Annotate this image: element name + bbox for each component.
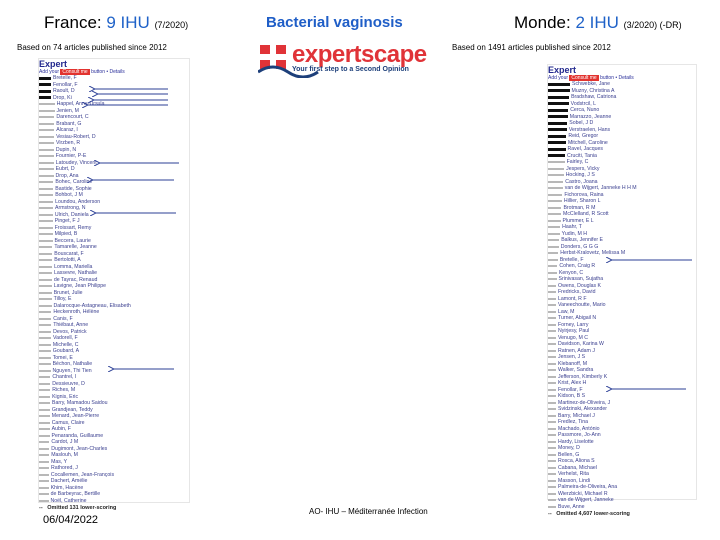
expert-name[interactable]: Bretelle, F	[559, 256, 584, 263]
expert-name[interactable]: Davidson, Karina W	[558, 341, 604, 348]
expert-name[interactable]: Wierzbicki, Michael R	[558, 490, 608, 497]
expert-name[interactable]: de Tayrac, Renaud	[53, 276, 98, 283]
expert-name[interactable]: Tilloy, E	[53, 296, 72, 303]
expert-name[interactable]: Nguyen, Thi Tien	[52, 367, 92, 374]
expert-name[interactable]: Khim, Hacène	[50, 484, 84, 491]
expert-name[interactable]: Owens, Douglas K	[558, 282, 602, 289]
expert-name[interactable]: Aubin, F	[51, 426, 71, 433]
expert-name[interactable]: Ravel, Jacques	[567, 146, 603, 153]
world-title: Monde: 2 IHU (3/2020) (-DR)	[514, 13, 682, 32]
world-based-on: Based on 1491 articles published since 2012	[452, 43, 611, 52]
expert-name[interactable]: Bertolotti, A	[54, 257, 81, 264]
expert-name[interactable]: Fournier, P-E	[55, 153, 87, 160]
expert-name[interactable]: Castro, Joana	[565, 178, 598, 185]
expert-name[interactable]: Happel, Anne-Ursula	[56, 101, 105, 108]
expert-name[interactable]: Béchon, Nathalie	[52, 361, 93, 368]
expert-name[interactable]: Penaranda, Guillaume	[51, 432, 104, 439]
footer-date: 06/04/2022	[43, 514, 99, 526]
expert-name[interactable]: Brunet, Julie	[53, 289, 83, 296]
omitted-note: -- Omitted 4,607 lower-scoring	[548, 511, 630, 517]
expert-name[interactable]: Yudin, M H	[561, 230, 588, 237]
expert-name[interactable]: Dachert, Amélie	[50, 478, 88, 485]
expert-name[interactable]: Grandjean, Teddy	[51, 406, 93, 413]
expert-name[interactable]: Raoult, D	[53, 88, 75, 95]
expert-name[interactable]: Lamont, R F	[558, 295, 587, 302]
expert-name[interactable]: Palmeira-de-Oliveira, Ana	[558, 484, 618, 491]
expert-name[interactable]: Money, D	[558, 445, 580, 452]
expert-name[interactable]: Buve, Anne	[558, 503, 585, 510]
consult-me-button[interactable]: Consult me	[571, 75, 597, 81]
expert-name[interactable]: Beccera, Laurie	[54, 237, 91, 244]
expert-name[interactable]: Heckenroth, Hélène	[53, 309, 100, 316]
expert-name[interactable]: Kignis, Eric	[52, 393, 79, 400]
expert-name[interactable]: Masson, Lindi	[558, 477, 591, 484]
expert-name[interactable]: Cabana, Michael	[558, 464, 597, 471]
expert-name[interactable]: Bellen, G	[558, 451, 580, 458]
expert-name[interactable]: Fichorova, Raina	[564, 191, 604, 198]
expert-name[interactable]: Drop, Ki	[53, 94, 72, 101]
expert-name[interactable]: Latoudey, Vincent	[55, 159, 97, 166]
expert-name[interactable]: Fairley, C	[566, 159, 589, 166]
france-title: France: 9 IHU (7/2020)	[44, 13, 189, 32]
expert-name[interactable]: Venugo, M C	[558, 334, 588, 341]
expert-name[interactable]: Verhelst, Rita	[558, 471, 589, 478]
expert-name[interactable]: Hocking, J S	[565, 172, 595, 179]
expert-name[interactable]: Barry, Mamadou Saidou	[52, 400, 108, 407]
expert-name[interactable]: Law, M	[558, 308, 575, 315]
expert-name[interactable]: Bastide, Sophie	[55, 185, 92, 192]
expert-name[interactable]: Dugimont, Jean-Charles	[51, 445, 108, 452]
expert-name[interactable]: Lassevre, Nathalie	[54, 270, 97, 277]
expert-name[interactable]: Fenollar, F	[53, 81, 78, 88]
expert-name[interactable]: Cardot, J M	[51, 439, 79, 446]
expert-name[interactable]: van de Wijgert, Janneke	[558, 497, 614, 504]
expert-name[interactable]: Mitchell, Caroline	[567, 139, 608, 146]
expert-name[interactable]: Goubard, A	[52, 348, 80, 355]
expert-name[interactable]: Hardy, Liselotte	[558, 438, 594, 445]
expert-name[interactable]: Forney, Larry	[558, 321, 589, 328]
expert-name[interactable]: Tamarelle, Jeanne	[54, 244, 97, 251]
panel-subtitle: Add your Consult me button • Details	[39, 69, 125, 75]
expert-name[interactable]: Donders, G G G	[560, 243, 599, 250]
expert-name[interactable]: Cohen, Craig R	[559, 263, 596, 270]
expert-name[interactable]: Riches, M	[52, 387, 76, 394]
expert-name[interactable]: Fredricks, David	[558, 289, 596, 296]
france-based-on: Based on 74 articles published since 2012	[17, 43, 167, 52]
expert-name[interactable]: Camus, Claire	[51, 419, 85, 426]
panel-subtitle: Add your Consult me button • Details	[548, 75, 634, 81]
expert-name[interactable]: Plummer, E L	[562, 217, 594, 224]
expert-name[interactable]: Kenyon, C	[558, 269, 584, 276]
expert-name[interactable]: Verstraelen, Hans	[568, 126, 611, 133]
expert-name[interactable]: Nyirjesy, Paul	[558, 328, 590, 335]
expert-name[interactable]: Virzben, R	[56, 140, 81, 147]
expert-name[interactable]: Ulrich, Daniela	[54, 211, 89, 218]
expert-name[interactable]: Vodstrcil, L	[570, 100, 597, 107]
expert-name[interactable]: Alcaraz, I	[56, 127, 78, 134]
expert-name[interactable]: Jefferson, Kimberly K	[558, 373, 608, 380]
panel-title: Expert	[548, 65, 577, 75]
expert-name[interactable]: Vaneechoutte, Mario	[558, 302, 606, 309]
expert-name[interactable]: Rathored, J	[51, 465, 78, 472]
expert-name[interactable]: Fredlez, Tina	[558, 419, 588, 426]
expert-name[interactable]: Darencourt, C	[56, 114, 89, 121]
expert-name[interactable]: Cocallemen, Jean-François	[50, 471, 115, 478]
expert-name[interactable]: Dessieuvre, D	[52, 380, 85, 387]
expert-name[interactable]: Cerca, Nuno	[570, 107, 600, 114]
consult-me-button[interactable]: Consult me	[62, 69, 88, 75]
expert-name[interactable]: Dalarocque-Astagneau, Elisabeth	[53, 302, 131, 309]
expert-name[interactable]: Lavigne, Jean Philippe	[53, 283, 106, 290]
logo-wordmark: expertscape	[292, 41, 427, 68]
expert-name[interactable]: Bohec, Caroline	[55, 179, 93, 186]
expert-name[interactable]: Eubrt, D	[55, 166, 75, 173]
expert-name[interactable]: Chantrel, I	[52, 374, 77, 381]
expert-name[interactable]: Armstrong, N	[55, 205, 86, 212]
expert-name[interactable]: Devos, Patrick	[53, 328, 87, 335]
expert-name[interactable]: Vadorell, F	[53, 335, 78, 342]
expert-name[interactable]: Loundou, Anderson	[55, 198, 101, 205]
omitted-note: -- Omitted 131 lower-scoring	[39, 505, 117, 511]
expert-name[interactable]: Haahr, T	[562, 224, 582, 231]
expert-name[interactable]: Brabant, G	[56, 120, 82, 127]
expert-name[interactable]: Passmore, Jo-Ann	[558, 432, 601, 439]
expert-name[interactable]: Thiébaut, Anne	[53, 322, 89, 329]
expert-name[interactable]: Menard, Jean-Pierre	[51, 413, 100, 420]
logo-tagline: Your first step to a Second Opinion	[292, 66, 409, 73]
expert-name[interactable]: Pinget, F J	[54, 218, 80, 225]
expert-name[interactable]: Turner, Abigail N	[558, 315, 597, 322]
expert-name[interactable]: Drop, Ana	[55, 172, 79, 179]
expert-name[interactable]: Canis, F	[53, 315, 73, 322]
expert-name[interactable]: Sobel, J D	[569, 120, 594, 127]
footer-center: AO- IHU – Méditerranée Infection	[309, 507, 428, 516]
expert-name[interactable]: Brotman, R M	[563, 204, 596, 211]
expert-name[interactable]: Milpied, B	[54, 231, 78, 238]
expert-name[interactable]: Bouscarat, F	[54, 250, 84, 257]
expert-name[interactable]: Bohbot, J M	[55, 192, 83, 199]
expert-name[interactable]: Jespers, Vicky	[566, 165, 600, 172]
expert-name[interactable]: Svidzinski, Alexander	[558, 406, 608, 413]
expert-name[interactable]: Martinez-de-Oliveira, J	[558, 399, 611, 406]
expert-name[interactable]: Maslouh, M	[51, 452, 78, 459]
expert-name[interactable]: Barry, Michael J	[558, 412, 595, 419]
expert-name[interactable]: Balkus, Jennifer E	[561, 237, 603, 244]
expert-name[interactable]: Cruciti, Tania	[567, 152, 597, 159]
expert-name[interactable]: Srinivasan, Sujatha	[558, 276, 604, 283]
expert-name[interactable]: Vesiau-Robert, D	[56, 133, 96, 140]
expert-name[interactable]: Schwebke, Jane	[572, 81, 611, 88]
expert-name[interactable]: Fenollar, F	[558, 386, 583, 393]
expert-name[interactable]: van de Wijgert, Janneke H H M	[564, 185, 637, 192]
expert-name[interactable]: Hillier, Sharon L	[563, 198, 601, 205]
expert-name[interactable]: Kidson, B S	[558, 393, 586, 400]
expert-name[interactable]: Walker, Sandra	[558, 367, 594, 374]
expert-name[interactable]: de Barbeyrac, Bertille	[50, 491, 101, 498]
expert-name[interactable]: Klebanoff, M	[558, 360, 588, 367]
expert-name[interactable]: Froissart, Remy	[54, 224, 92, 231]
expert-name[interactable]: Mas, Y	[51, 458, 68, 465]
expert-name[interactable]: Marrazzo, Jeanne	[569, 113, 612, 120]
expert-name[interactable]: Noël, Catherine	[50, 497, 87, 504]
expert-name[interactable]: Bretelle, F	[53, 75, 77, 82]
expert-name[interactable]: Muzny, Christina A	[571, 87, 615, 94]
expert-name[interactable]: Ratnen, Adam J	[558, 347, 595, 354]
panel-title: Expert	[39, 59, 68, 69]
expert-name[interactable]: Dupin, N	[55, 146, 77, 153]
expert-name[interactable]: Rosca, Aliona S	[558, 458, 595, 465]
page-title: Bacterial vaginosis	[266, 14, 403, 31]
expert-name[interactable]: Lomma, Mariella	[54, 263, 93, 270]
expert-name[interactable]: Herbst-Kralovetz, Melissa M	[560, 250, 626, 257]
expert-name[interactable]: Bradshaw, Catriona	[571, 94, 617, 101]
expert-name[interactable]: Krist, Alex H	[558, 380, 587, 387]
expert-name[interactable]: Jensen, J S	[558, 354, 586, 361]
expert-name[interactable]: McClelland, R Scott	[563, 211, 609, 218]
expert-name[interactable]: Jenien, M	[56, 107, 79, 114]
expert-name[interactable]: Tomei, E	[52, 354, 73, 361]
expert-name[interactable]: Michelle, C	[52, 341, 79, 348]
expert-name[interactable]: Machado, António	[558, 425, 600, 432]
expert-name[interactable]: Reid, Gregor	[568, 133, 599, 140]
